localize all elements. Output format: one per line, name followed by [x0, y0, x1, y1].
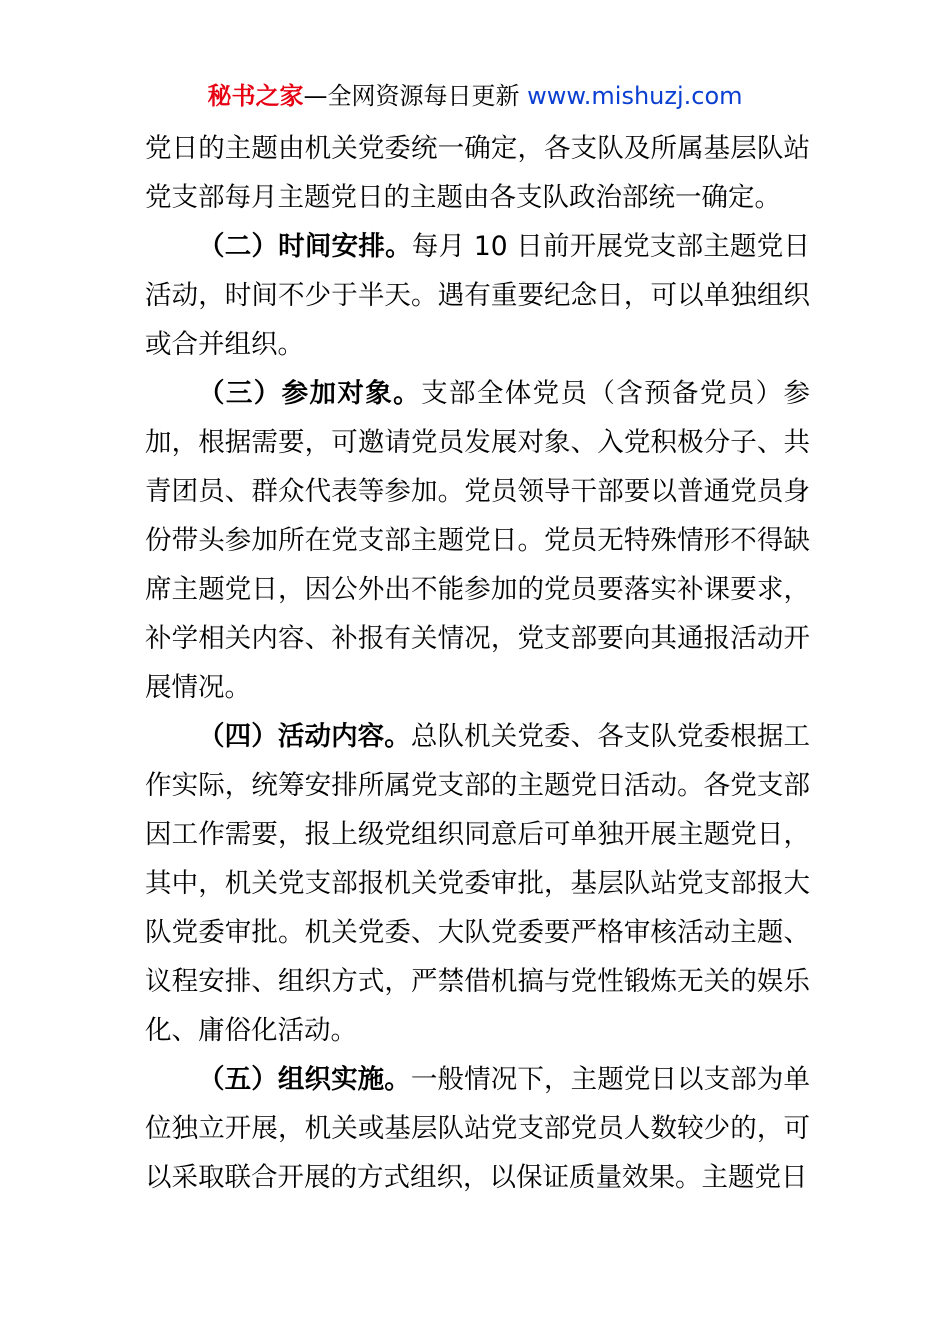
paragraph-2 — [145, 222, 810, 369]
paragraph-text: 一般情况下，主题党日以支部为单位独立开展，机关或基层队站党支部党员人数较少的，可以采取联合开展的方式组织，以保证质量效果。主题党日 — [145, 1064, 811, 1193]
paragraph-text: 支部全体党员（含预备党员）参加，根据需要，可邀请党员发展对象、入党积极分子、共青团员、群众代表等参加。党员领导干部要以普通党员身份带头参加所在党支部主题党日。党员无特殊情形不得缺席主题党日，因公外出不能参加的党员要落实补课要求，补学相关内容、补报有关情况，党支部要向其通报活动开展情况。 — [145, 378, 811, 703]
paragraph-heading: （三）参加对象。 — [198, 378, 422, 409]
paragraph-1 — [145, 124, 810, 222]
paragraph-heading: （二）时间安排。 — [198, 231, 412, 262]
paragraph-text: 党日的主题由机关党委统一确定，各支队及所属基层队站党支部每月主题党日的主题由各支队政治部统一确定。 — [145, 133, 810, 213]
paragraph-text: 总队机关党委、各支队党委根据工作实际，统筹安排所属党支部的主题党日活动。各党支部因工作需要，报上级党组织同意后可单独开展主题党日，其中，机关党支部报机关党委审批，基层队站党支部报大队党委审批。机关党委、大队党委要严格审核活动主题、议程安排、组织方式，严禁借机搞与党性锻炼无关的娱乐化、庸俗化活动。 — [145, 721, 811, 1046]
site-tagline: —全网资源每日更新 — [303, 82, 520, 110]
site-brand: 秘书之家 — [207, 82, 304, 110]
site-header — [0, 80, 950, 112]
paragraph-text: 每月 10 日前开展党支部主题党日活动，时间不少于半天。遇有重要纪念日，可以单独组织或合并组织。 — [145, 231, 810, 360]
paragraph-3 — [145, 369, 810, 712]
paragraph-4 — [145, 712, 810, 1055]
paragraph-heading: （五）组织实施。 — [198, 1064, 411, 1095]
paragraph-5 — [145, 1055, 810, 1202]
site-url-link[interactable]: www.mishuzj.com — [527, 82, 743, 110]
paragraph-heading: （四）活动内容。 — [198, 721, 411, 752]
document-body — [145, 124, 810, 1202]
